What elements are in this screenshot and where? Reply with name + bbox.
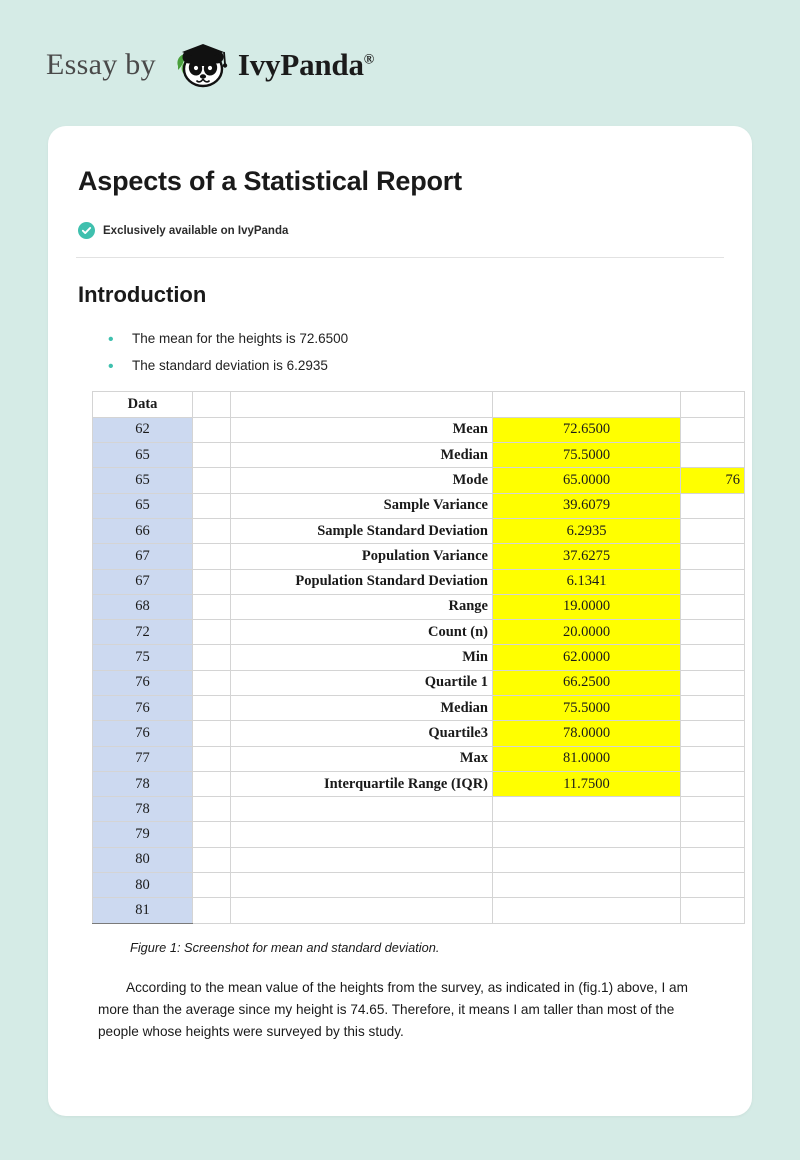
stat-label: Range xyxy=(231,594,493,619)
spacer-cell xyxy=(681,696,745,721)
spacer-cell xyxy=(681,392,745,417)
spacer-cell xyxy=(193,468,231,493)
spacer-cell xyxy=(193,518,231,543)
data-cell: 66 xyxy=(93,518,193,543)
column-header-data: Data xyxy=(93,392,193,417)
spacer-cell xyxy=(231,873,493,898)
spacer-cell xyxy=(231,847,493,872)
stat-value: 72.6500 xyxy=(493,417,681,442)
table-row xyxy=(93,822,745,847)
table-row xyxy=(93,392,745,417)
spacer-cell xyxy=(193,620,231,645)
stat-value: 66.2500 xyxy=(493,670,681,695)
data-cell: 65 xyxy=(93,493,193,518)
spreadsheet-table xyxy=(92,391,745,923)
spacer-cell xyxy=(681,417,745,442)
data-cell: 80 xyxy=(93,847,193,872)
stat-label: Median xyxy=(231,443,493,468)
stat-value: 62.0000 xyxy=(493,645,681,670)
spacer-cell xyxy=(193,721,231,746)
table-row xyxy=(93,721,745,746)
stat-label: Quartile3 xyxy=(231,721,493,746)
data-cell: 68 xyxy=(93,594,193,619)
stat-extra-value: 76 xyxy=(681,468,745,493)
stat-label: Interquartile Range (IQR) xyxy=(231,771,493,796)
spacer-cell xyxy=(231,898,493,923)
data-cell: 67 xyxy=(93,544,193,569)
spacer-cell xyxy=(681,847,745,872)
data-cell: 77 xyxy=(93,746,193,771)
registered-mark: ® xyxy=(363,52,375,68)
spacer-cell xyxy=(193,443,231,468)
brand-name: IvyPanda® xyxy=(237,47,375,82)
exclusivity-badge xyxy=(76,222,724,239)
spacer-cell xyxy=(493,847,681,872)
stat-value: 37.6275 xyxy=(493,544,681,569)
table-row xyxy=(93,873,745,898)
spacer-cell xyxy=(681,771,745,796)
panda-graduate-logo-icon xyxy=(170,36,232,94)
data-cell: 78 xyxy=(93,797,193,822)
spacer-cell xyxy=(193,569,231,594)
stat-value: 11.7500 xyxy=(493,771,681,796)
data-cell: 79 xyxy=(93,822,193,847)
spacer-cell xyxy=(493,392,681,417)
spacer-cell xyxy=(681,898,745,923)
check-circle-icon xyxy=(78,222,95,239)
table-row xyxy=(93,696,745,721)
table-row xyxy=(93,645,745,670)
table-row xyxy=(93,898,745,923)
brand-logo[interactable] xyxy=(170,36,374,94)
stat-label: Sample Standard Deviation xyxy=(231,518,493,543)
header-divider xyxy=(76,257,724,258)
spacer-cell xyxy=(493,822,681,847)
spacer-cell xyxy=(193,847,231,872)
table-row xyxy=(93,443,745,468)
page-title: Aspects of a Statistical Report xyxy=(78,166,462,196)
stat-label: Population Variance xyxy=(231,544,493,569)
data-cell: 65 xyxy=(93,468,193,493)
body-paragraph: According to the mean value of the heights from the survey, as indicated in (fig.1) above, I am more than the average since my height is 74.65. Therefore, it means I am taller than most of the people whose heights were surveyed by this study. xyxy=(98,979,688,1039)
spacer-cell xyxy=(193,594,231,619)
table-row xyxy=(93,847,745,872)
table-row xyxy=(93,493,745,518)
spacer-cell xyxy=(681,493,745,518)
data-cell: 76 xyxy=(93,721,193,746)
stat-value: 81.0000 xyxy=(493,746,681,771)
stat-value: 6.2935 xyxy=(493,518,681,543)
spacer-cell xyxy=(681,797,745,822)
spacer-cell xyxy=(493,873,681,898)
spacer-cell xyxy=(681,569,745,594)
stat-value: 39.6079 xyxy=(493,493,681,518)
spacer-cell xyxy=(193,771,231,796)
data-cell: 76 xyxy=(93,696,193,721)
stat-label: Max xyxy=(231,746,493,771)
spacer-cell xyxy=(681,518,745,543)
spacer-cell xyxy=(193,417,231,442)
figure-spreadsheet xyxy=(76,391,740,923)
document-card xyxy=(48,126,752,1116)
spacer-cell xyxy=(193,822,231,847)
spacer-cell xyxy=(193,645,231,670)
spacer-cell xyxy=(681,645,745,670)
data-cell: 80 xyxy=(93,873,193,898)
table-row xyxy=(93,620,745,645)
data-cell: 72 xyxy=(93,620,193,645)
table-row xyxy=(93,594,745,619)
table-row xyxy=(93,468,745,493)
spacer-cell xyxy=(231,822,493,847)
table-row xyxy=(93,746,745,771)
spacer-cell xyxy=(681,746,745,771)
table-row xyxy=(93,417,745,442)
data-cell: 78 xyxy=(93,771,193,796)
stat-value: 65.0000 xyxy=(493,468,681,493)
figure-caption: Figure 1: Screenshot for mean and standard deviation. xyxy=(130,939,440,955)
stat-value: 20.0000 xyxy=(493,620,681,645)
list-item: • The standard deviation is 6.2935 xyxy=(132,357,724,375)
list-item: • The mean for the heights is 72.6500 xyxy=(132,330,724,348)
spacer-cell xyxy=(231,392,493,417)
spacer-cell xyxy=(493,797,681,822)
stat-label: Min xyxy=(231,645,493,670)
exclusivity-label: Exclusively available on IvyPanda xyxy=(103,224,289,237)
spacer-cell xyxy=(681,822,745,847)
data-cell: 67 xyxy=(93,569,193,594)
spacer-cell xyxy=(681,443,745,468)
spacer-cell xyxy=(681,544,745,569)
spacer-cell xyxy=(681,721,745,746)
stat-value: 6.1341 xyxy=(493,569,681,594)
data-cell: 62 xyxy=(93,417,193,442)
table-row xyxy=(93,670,745,695)
stat-label: Median xyxy=(231,696,493,721)
stat-label: Quartile 1 xyxy=(231,670,493,695)
table-row xyxy=(93,569,745,594)
spacer-cell xyxy=(681,620,745,645)
masthead xyxy=(0,0,800,92)
data-cell: 75 xyxy=(93,645,193,670)
stat-label: Count (n) xyxy=(231,620,493,645)
data-cell: 81 xyxy=(93,898,193,923)
spacer-cell xyxy=(231,797,493,822)
stat-label: Population Standard Deviation xyxy=(231,569,493,594)
spacer-cell xyxy=(493,898,681,923)
masthead-prefix: Essay by xyxy=(46,48,156,81)
stat-value: 78.0000 xyxy=(493,721,681,746)
section-heading-introduction: Introduction xyxy=(78,282,207,307)
spacer-cell xyxy=(193,392,231,417)
spacer-cell xyxy=(681,670,745,695)
table-row xyxy=(93,797,745,822)
data-cell: 65 xyxy=(93,443,193,468)
table-row xyxy=(93,518,745,543)
stat-label: Mean xyxy=(231,417,493,442)
intro-bullet-list xyxy=(76,330,724,375)
stat-value: 19.0000 xyxy=(493,594,681,619)
spacer-cell xyxy=(193,746,231,771)
spacer-cell xyxy=(193,873,231,898)
spacer-cell xyxy=(681,873,745,898)
spacer-cell xyxy=(681,594,745,619)
spacer-cell xyxy=(193,898,231,923)
stat-value: 75.5000 xyxy=(493,696,681,721)
spacer-cell xyxy=(193,544,231,569)
spacer-cell xyxy=(193,493,231,518)
table-row xyxy=(93,771,745,796)
spacer-cell xyxy=(193,696,231,721)
stat-label: Mode xyxy=(231,468,493,493)
stat-value: 75.5000 xyxy=(493,443,681,468)
spacer-cell xyxy=(193,670,231,695)
data-cell: 76 xyxy=(93,670,193,695)
stat-label: Sample Variance xyxy=(231,493,493,518)
table-row xyxy=(93,544,745,569)
spacer-cell xyxy=(193,797,231,822)
